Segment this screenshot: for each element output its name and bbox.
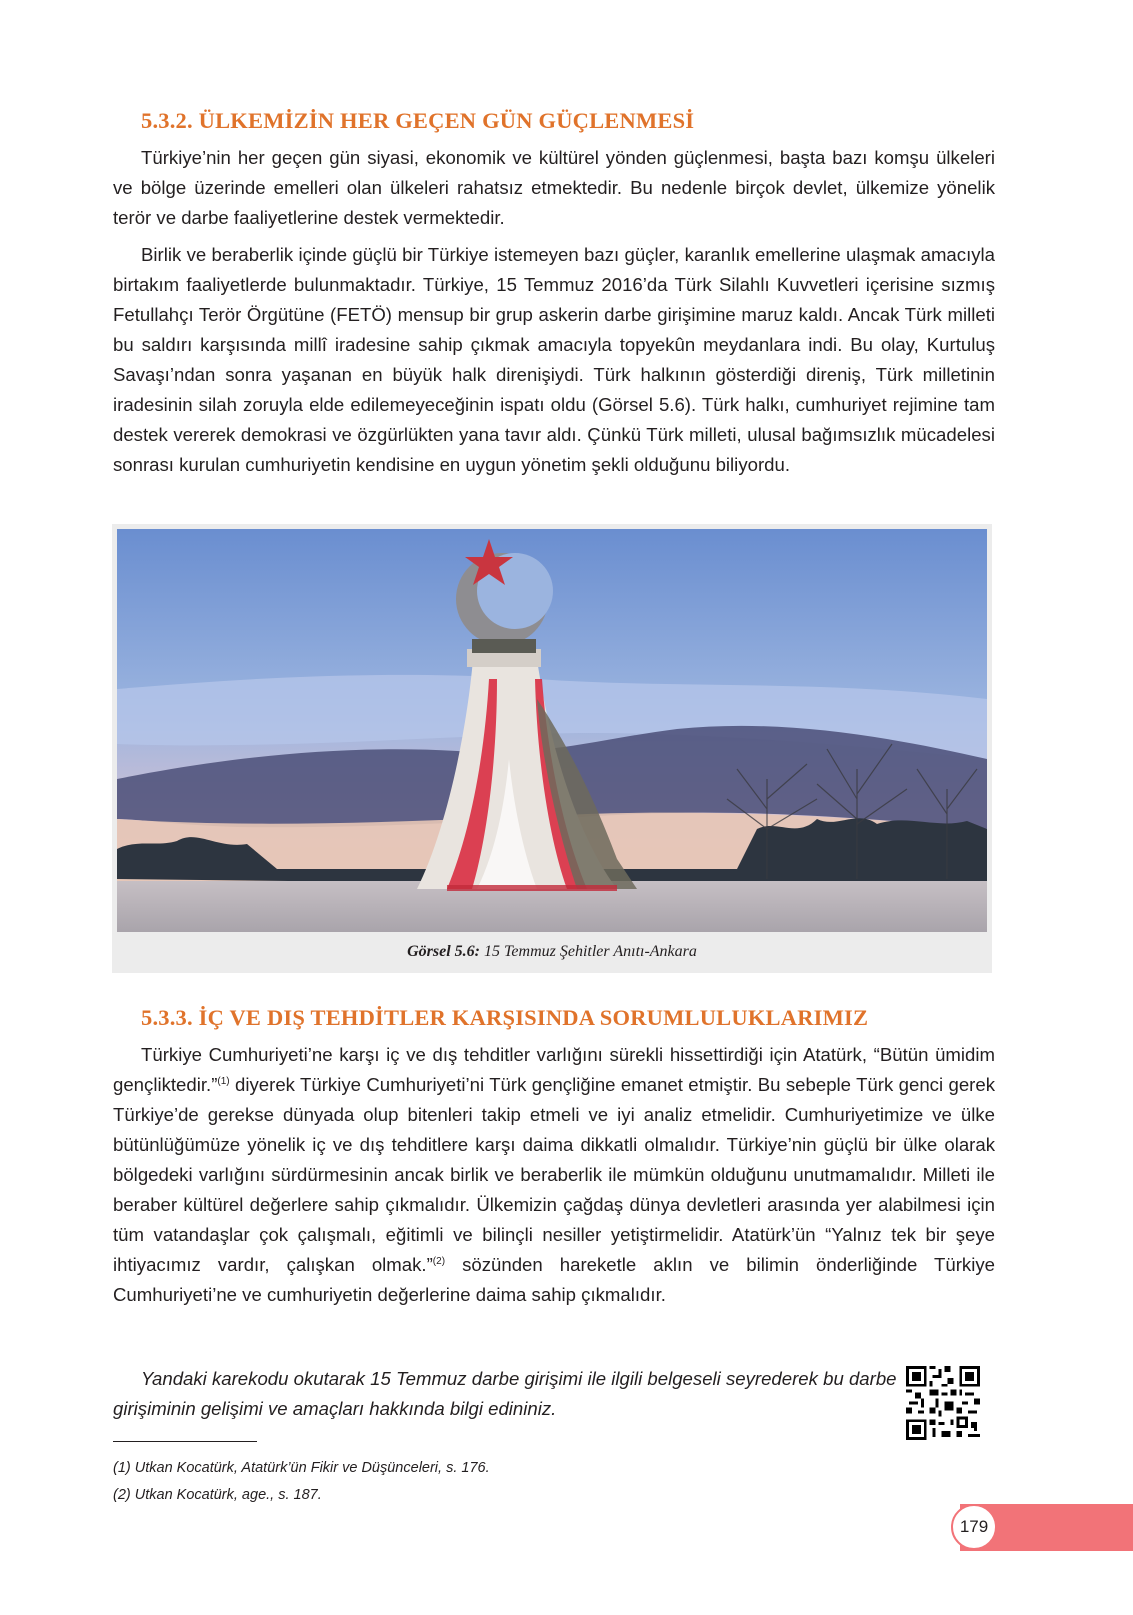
page-number: 179 (951, 1504, 997, 1550)
paragraph-coup-attempt (113, 240, 995, 480)
footnote-ref-2: (2) (432, 1256, 446, 1267)
qr-code-icon[interactable] (906, 1366, 980, 1440)
figure-caption-text: 15 Temmuz Şehitler Anıtı-Ankara (484, 943, 697, 960)
figure-caption (112, 943, 992, 961)
qr-instruction-text: Yandaki karekodu okutarak 15 Temmuz darbe girişimi ile ilgili belgeseli seyrederek bu darbe girişiminin gelişimi ve amaçları hakkında bilgi edininiz. (113, 1368, 897, 1419)
paragraph-text: Birlik ve beraberlik içinde güçlü bir Türkiye istemeyen bazı güçler, karanlık emellerine ulaşmak amacıyla birtakım faaliyetlerde bulunmaktadır. Türkiye, 15 Temmuz 2016’da Türk Silahlı Kuvvetleri içerisine sızmış Fetullahçı Terör Örgütüne (FETÖ) mensup bir grup askerin darbe girişimine maruz kaldı. Ancak Türk milleti bu saldırı karşısında millî iradesine sahip çıkmak amacıyla topyekûn meydanlara indi. Bu olay, Kurtuluş Savaşı’ndan sonra yaşanan en büyük halk direnişiydi. Türk halkının gösterdiği direniş, Türk milletinin iradesinin silah zoruyla elde edilemeyeceğinin ispatı oldu (Görsel 5.6). Türk halkı, cumhuriyet rejimine tam destek vererek demokrasi ve özgürlükten yana tavır aldı. Çünkü Türk milleti, ulusal bağımsızlık mücadelesi sonrası kurulan cumhuriyetin kendisine en uygun yönetim şekli olduğunu biliyordu. (113, 244, 995, 475)
footnote-1: (1) Utkan Kocatürk, Atatürk’ün Fikir ve Düşünceleri, s. 176. (113, 1460, 490, 1476)
section-heading-5-3-3: 5.3.3. İÇ VE DIŞ TEHDİTLER KARŞISINDA SORUMLULUKLARIMIZ (141, 1005, 869, 1030)
footnote-2: (2) Utkan Kocatürk, age., s. 187. (113, 1487, 322, 1503)
footnote-rule (113, 1441, 257, 1442)
footnote-ref-1: (1) (217, 1076, 230, 1087)
section-heading-5-3-2: 5.3.2. ÜLKEMİZİN HER GEÇEN GÜN GÜÇLENMESİ (141, 108, 695, 133)
paragraph-text-part1: Türkiye Cumhuriyeti’ne karşı iç ve dış tehditler varlığını sürekli hissettirdiği için Atatürk, “Bütün ümidim gençliktedir.” (113, 1044, 995, 1095)
figure-label: Görsel 5.6: (407, 943, 480, 960)
monument-photo (117, 529, 987, 932)
paragraph-text-part2: diyerek Türkiye Cumhuriyeti’ni Türk gençliğine emanet etmiştir. Bu sebeple Türk genci gerek Türkiye’de gerekse dünyada olup bitenleri takip etmeli ve iyi analiz etmelidir. Cumhuriyetimize ve ülke bütünlüğümüze yönelik iç ve dış tehditlere karşı daima dikkatli olmalıdır. Türkiye’nin güçlü bir ülke olarak bölgedeki varlığını sürdürmesinin ancak birlik ve beraberlik ile mümkün olduğunu unutmamalıdır. Milleti ile beraber kültürel değerlere sahip çıkmalıdır. Ülkemizin çağdaş dünya devletleri arasında yer alabilmesi için tüm vatandaşlar çok çalışmalı, eğitimli ve bilinçli nesiller yetiştirmelidir. Atatürk’ün “Yalnız tek bir şeye ihtiyacımız vardır, çalışkan olmak.” (113, 1074, 995, 1275)
qr-instruction (113, 1364, 903, 1424)
paragraph-responsibilities (113, 1040, 995, 1310)
paragraph-strengthening (113, 143, 995, 233)
paragraph-text-part3: sözünden hareketle aklın ve bilimin önderliğinde Türkiye Cumhuriyeti’ne ve cumhuriyetin değerlerine daima sahip çıkmalıdır. (113, 1254, 995, 1305)
paragraph-text: Türkiye’nin her geçen gün siyasi, ekonomik ve kültürel yönden güçlenmesi, başta bazı komşu ülkeleri ve bölge üzerinde emelleri olan ülkeleri rahatsız etmektedir. Bu nedenle birçok devlet, ülkemize yönelik terör ve darbe faaliyetlerine destek vermektedir. (113, 147, 995, 228)
figure-monument (112, 524, 992, 973)
